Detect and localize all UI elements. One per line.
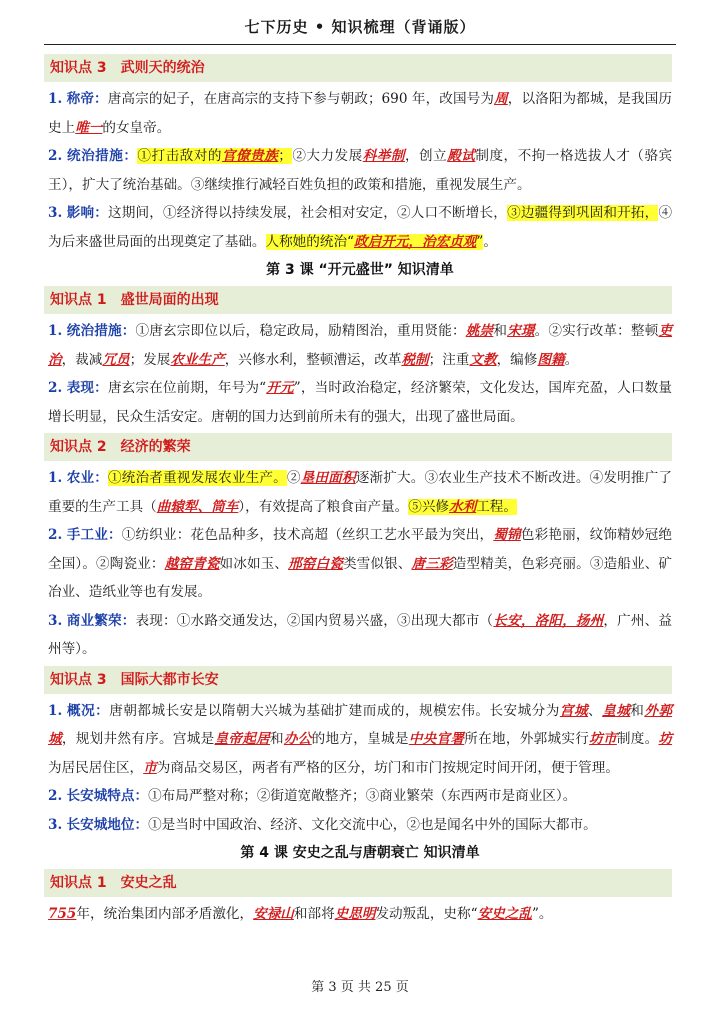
paragraph (48, 85, 672, 142)
paragraph (48, 374, 672, 431)
key-term: 宫城 (559, 702, 589, 719)
header-divider (44, 44, 676, 45)
text: ，广州、益州等）。 (48, 612, 673, 657)
text: ；注重 (428, 351, 470, 368)
text: ② (286, 470, 301, 486)
knowledge-point-heading (44, 54, 672, 82)
paragraph (48, 464, 672, 521)
text: ”，当时政治稳定，经济繁荣，文化发达，国库充盈，人口数量增长明显，民众生活安定。唐朝的国力达到前所未有的强大，出现了盛世局面。 (48, 380, 672, 425)
text: 和部将 (293, 906, 335, 922)
key-term: 外郭城 (48, 702, 673, 747)
text: ，创立 (404, 148, 448, 164)
text: ；发展 (129, 351, 171, 368)
text: 年，统治集团内部矛盾激化， (76, 906, 254, 922)
text: ； (278, 148, 292, 164)
key-term: 官僚贵族 (221, 148, 279, 164)
key-term: 开元 (266, 380, 294, 396)
item-number: 2. (48, 788, 63, 804)
item-term: 农业： (66, 470, 108, 486)
text: ②大力发展 (291, 148, 363, 164)
key-term: 长安，洛阳，扬州 (493, 612, 604, 629)
item-number: 1. (48, 702, 63, 719)
highlight (266, 234, 484, 250)
paragraph (48, 697, 672, 783)
paragraph (48, 607, 672, 664)
page-header-title: 七下历史 • 知识梳理（背诵版） (244, 18, 476, 36)
key-term: 唯一 (75, 119, 103, 136)
key-term: 农业生产 (170, 351, 225, 368)
item-term: 影响： (66, 205, 108, 221)
item-number: 2. (48, 380, 63, 396)
item-number: 3. (48, 816, 63, 833)
key-term: 文教 (469, 351, 497, 368)
text: 表现：①水路交通发达，②国内贸易兴盛，③出现大都市（ (135, 612, 494, 629)
text: 和 (493, 323, 508, 339)
key-term: 越窑青瓷 (164, 555, 220, 572)
item-number: 1. (48, 470, 63, 486)
key-term: 冗员 (102, 351, 130, 368)
knowledge-point-title: 盛世局面的出现 (120, 292, 219, 308)
key-term: 市 (143, 759, 157, 776)
item-term: 统治措施： (67, 148, 138, 164)
key-term: 姚崇 (465, 323, 494, 339)
lesson-title: 第 3 课 “开元盛世” 知识清单 (266, 262, 454, 278)
text: 唐玄宗在位前期，年号为“ (107, 380, 267, 396)
text: 如冰如玉、 (219, 555, 289, 572)
knowledge-point-number: 知识点 3 (50, 60, 107, 76)
text: 和 (630, 702, 645, 719)
item-number: 3. (48, 205, 63, 221)
text: 人称她的统治“ (265, 233, 355, 250)
text: ，裁减 (61, 351, 103, 368)
key-term: 曲辕犁、筒车 (156, 498, 239, 515)
knowledge-point-heading (44, 869, 672, 897)
text: 唐朝都城长安是以隋朝大兴城为基础扩建而成的，规模宏伟。长安城分为 (109, 702, 560, 719)
text: ，以洛阳为都城，是我国历史上 (48, 91, 673, 136)
text: 色彩艳丽，纹饰精妙冠绝全国）。②陶瓷业： (48, 527, 673, 572)
page-content (48, 52, 672, 929)
text: 和 (269, 731, 284, 747)
text: ），有效提高了粮食亩产量。 (238, 498, 409, 515)
text: ”。 (531, 906, 553, 922)
highlight: ①统治者重视发展农业生产。 (108, 470, 287, 486)
key-term: 邢窑白瓷 (288, 555, 343, 572)
knowledge-point-number: 知识点 3 (50, 671, 107, 688)
text: 发动叛乱，史称“ (375, 906, 478, 922)
key-term: 周 (494, 91, 508, 107)
item-term: 称帝： (66, 91, 108, 107)
knowledge-point-heading (44, 286, 672, 314)
paragraph (48, 199, 672, 256)
item-number: 2. (48, 148, 63, 164)
text: 所在地，外郭城实行 (464, 731, 590, 747)
text: ⑤兴修 (408, 498, 450, 515)
item-term: 手工业： (66, 527, 122, 543)
highlight: ③边疆得到巩固和开拓， (507, 205, 659, 221)
key-term: 蜀锦 (493, 527, 521, 543)
paragraph (48, 900, 672, 929)
text: 。 (564, 351, 579, 368)
knowledge-point-title: 国际大都市长安 (120, 671, 219, 688)
key-term: 安禄山 (253, 906, 294, 922)
item-number: 2. (48, 527, 63, 543)
item-term: 长安城特点： (66, 788, 149, 804)
paragraph (48, 521, 672, 607)
text: ①是当时中国政治、经济、文化交流中心，②也是闻名中外的国际大都市。 (148, 816, 597, 833)
key-term: 税制 (401, 351, 429, 368)
text: ①纺织业：花色品种多，技术高超（丝织工艺水平最为突出， (121, 527, 494, 543)
text: ①唐玄宗即位以后，稳定政局，励精图治，重用贤能： (135, 323, 466, 339)
text: ，编修 (496, 351, 538, 368)
text: 、 (588, 702, 603, 719)
highlight (408, 499, 517, 515)
key-term: 图籍 (537, 351, 565, 368)
text: ①布局严整对称；②街道宽敞整齐；③商业繁荣（东西两市是商业区）。 (148, 788, 577, 804)
knowledge-point-number: 知识点 1 (50, 292, 107, 308)
text: ④为后来盛世局面的出现奠定了基础。 (48, 205, 673, 250)
key-term: 水利 (449, 498, 477, 515)
paragraph (48, 142, 672, 199)
item-term: 商业繁荣： (66, 612, 136, 629)
key-term: 政启开元，治宏贞观 (354, 233, 477, 250)
knowledge-point-title: 经济的繁荣 (120, 439, 191, 455)
knowledge-point-title: 安史之乱 (120, 875, 177, 891)
item-number: 1. (48, 91, 63, 107)
text: ，规划井然有序。宫城是 (61, 731, 215, 747)
text: 唐高宗的妃子，在唐高宗的支持下参与朝政；690 年，改国号为 (107, 91, 495, 107)
text: 的女皇帝。 (102, 119, 171, 136)
key-term: 垦田面积 (300, 470, 356, 486)
item-number: 3. (48, 612, 63, 629)
knowledge-point-heading (44, 433, 672, 461)
key-term: 中央官署 (408, 731, 465, 747)
text: ，兴修水利，整顿漕运，改革 (224, 351, 402, 368)
text: 造型精美，色彩亮丽。③造船业、矿冶业、造纸业等也有发展。 (48, 555, 673, 600)
key-term: 唐三彩 (411, 555, 453, 572)
item-term: 概况： (67, 702, 110, 719)
knowledge-point-number: 知识点 2 (50, 439, 107, 455)
paragraph (48, 811, 672, 840)
key-term: 皇城 (602, 702, 631, 719)
key-term: 坊 (658, 731, 673, 747)
lesson-title: 第 4 课 安史之乱与唐朝衰亡 知识清单 (240, 845, 480, 861)
text: 逐渐扩大。③农业生产技术不断改进。④发明推广了重要的生产工具（ (48, 470, 673, 515)
knowledge-point-number: 知识点 1 (50, 875, 107, 891)
paragraph (48, 317, 672, 374)
text: 工程。 (476, 498, 517, 515)
text: 的地方，皇城是 (311, 731, 409, 747)
key-term: 安史之乱 (477, 906, 532, 922)
highlight (137, 148, 291, 164)
text: 。②实行改革：整顿 (534, 323, 659, 339)
text: 为居民居住区， (48, 759, 144, 776)
text: 这期间，①经济得以持续发展，社会相对安定，②人口不断增长， (108, 205, 508, 221)
text: ①打击敌对的 (137, 148, 222, 164)
key-term: 殿试 (447, 148, 476, 164)
key-term: 史思明 (334, 906, 376, 922)
key-term: 宋璟 (507, 323, 535, 339)
key-term: 科举制 (362, 148, 405, 164)
key-term: 坊市 (589, 731, 617, 747)
knowledge-point-title: 武则天的统治 (120, 60, 205, 76)
key-term: 吏治 (48, 323, 673, 368)
paragraph (48, 782, 672, 811)
page-footer: 第 3 页 共 25 页 (311, 980, 409, 995)
key-term: 办公 (283, 731, 312, 747)
item-number: 1. (48, 323, 63, 339)
item-term: 统治措施： (66, 323, 136, 339)
text: ” (476, 233, 484, 250)
key-term: 皇帝起居 (214, 731, 270, 747)
text: 制度，不拘一格选拔人才（骆宾王），扩大了统治基础。③继续推行减轻百姓负担的政策和措施，重视发展生产。 (48, 148, 673, 193)
text: 类雪似银、 (342, 555, 412, 572)
key-term: 755 (48, 906, 77, 922)
text: 制度。 (616, 731, 659, 747)
text: 。 (483, 233, 497, 250)
text: 为商品交易区，两者有严格的区分，坊门和市门按规定时间开闭，便于管理。 (156, 759, 619, 776)
knowledge-point-heading (44, 666, 672, 694)
item-term: 表现： (66, 380, 108, 396)
item-term: 长安城地位： (66, 816, 149, 833)
